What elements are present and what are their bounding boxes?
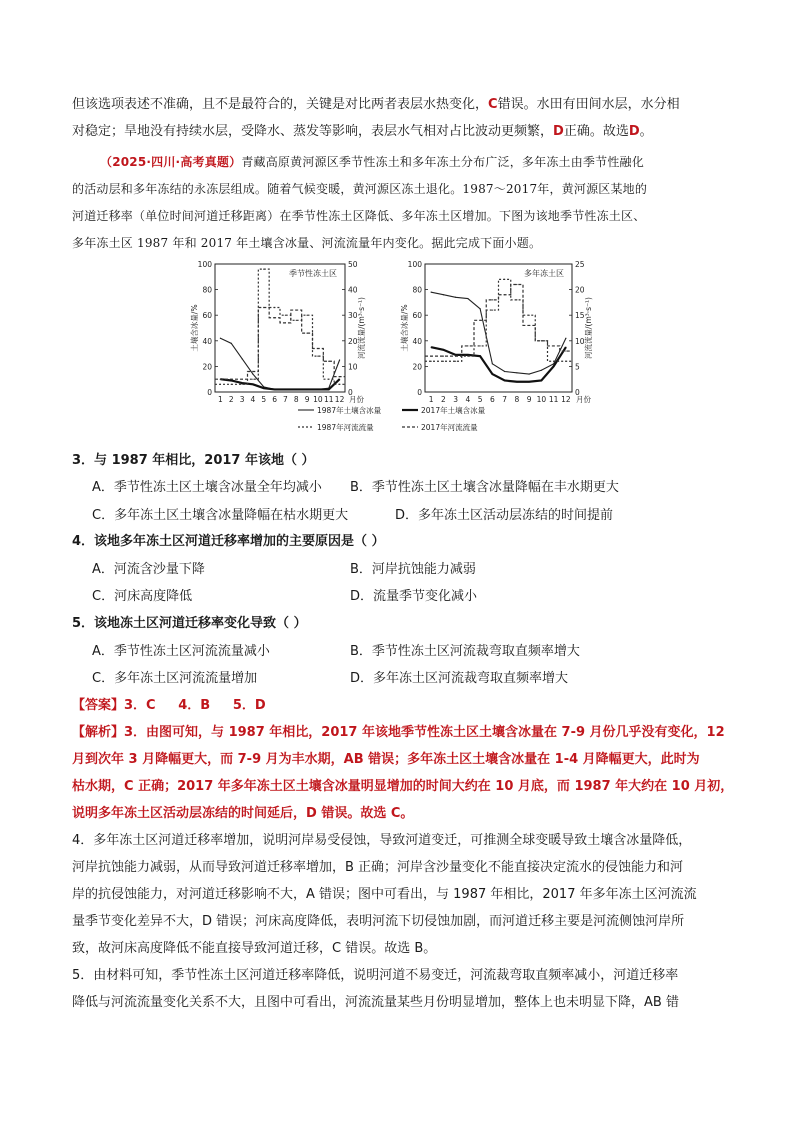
question-4-option-c[interactable]: C．河床高度降低 — [92, 589, 193, 604]
question-4-option-a[interactable]: A．河流含沙量下降 — [92, 562, 205, 577]
answer-text: 3．C 4．B 5．D — [124, 698, 266, 713]
data-point — [516, 381, 517, 382]
data-point — [339, 359, 340, 360]
x-tick-label: 3 — [239, 395, 245, 404]
data-point — [455, 356, 456, 357]
y2-tick-label: 30 — [348, 311, 358, 321]
data-point — [553, 361, 554, 362]
data-point — [252, 371, 253, 372]
data-point — [467, 345, 468, 346]
prev-text: 但该选项表述不准确，且不是最符合的，关键是对比两者表层水热变化， — [72, 97, 489, 112]
data-point — [443, 361, 444, 362]
legend-label: 1987年河流流量 — [317, 423, 374, 432]
prev-analysis-line-1 — [72, 95, 680, 115]
answer-label: 【答案】 — [72, 698, 125, 713]
question-3-option-a[interactable]: A．季节性冻土区土壤含冰量全年均减小 — [92, 480, 322, 495]
series-line — [431, 292, 566, 374]
permafrost-figure — [0, 255, 794, 445]
series-line — [215, 308, 345, 380]
prev-text: 对稳定；旱地没有持续水层，受降水、蒸发等影响，表层水气相对占比波动更频繁， — [72, 124, 554, 139]
source-tag: （2025·四川·高考真题） — [100, 155, 242, 169]
y2-tick-label: 5 — [575, 362, 580, 372]
data-point — [339, 379, 340, 380]
data-point — [263, 269, 264, 270]
data-point — [553, 345, 554, 346]
y2-axis-title: 河流流量/(m³·s⁻¹) — [357, 297, 366, 359]
x-tick-label: 10 — [313, 395, 323, 404]
chart-legend — [298, 405, 486, 432]
y2-axis-title: 河流流量/(m³·s⁻¹) — [584, 297, 593, 359]
y2-tick-label: 25 — [575, 260, 585, 269]
data-point — [285, 322, 286, 323]
prev-text: 。 — [639, 124, 653, 139]
material-line-1 — [100, 152, 644, 172]
data-point — [529, 373, 530, 374]
data-point — [231, 379, 232, 380]
y2-tick-label: 40 — [348, 285, 358, 295]
y-tick-label: 20 — [202, 362, 212, 372]
data-point — [317, 348, 318, 349]
data-point — [516, 299, 517, 300]
data-point — [529, 315, 530, 316]
data-point — [241, 384, 242, 385]
x-tick-label: 1 — [218, 395, 223, 404]
analysis-p1-line-3: 枯水期，C 正确；2017 年多年冻土区土壤含冰量明显增加的时间大约在 10 月底，而 1987 年大约在 10 月初， — [72, 779, 734, 794]
question-4-stem: 4．该地多年冻土区河道迁移率增加的主要原因是（ ） — [72, 534, 385, 549]
y-tick-label: 0 — [207, 388, 212, 397]
data-point — [492, 363, 493, 364]
x-tick-label: 7 — [283, 395, 288, 404]
data-point — [220, 384, 221, 385]
data-point — [296, 320, 297, 321]
question-5-option-b[interactable]: B．季节性冻土区河流裁弯取直频率增大 — [350, 644, 580, 659]
data-point — [431, 361, 432, 362]
data-point — [492, 373, 493, 374]
x-tick-label: 11 — [548, 395, 559, 404]
data-point — [480, 320, 481, 321]
x-axis-unit: 月份 — [576, 395, 591, 404]
data-point — [285, 389, 286, 390]
data-point — [480, 308, 481, 309]
material-line-2: 的活动层和多年冻结的永冻层组成。随着气候变暖，黄河源区冻土退化。1987～2017年，黄河源区某地的 — [72, 182, 648, 196]
y-tick-label: 80 — [202, 285, 212, 295]
material-line-3: 河道迁移率（单位时间河道迁移距离）在季节性冻土区降低、多年冻土区增加。下图为该地季节性冻土区、 — [72, 209, 646, 223]
x-tick-label: 9 — [526, 395, 532, 404]
x-tick-label: 11 — [323, 395, 334, 404]
y-tick-label: 60 — [202, 311, 212, 321]
y-tick-label: 100 — [197, 260, 212, 269]
data-point — [431, 356, 432, 357]
legend-label: 2017年土壤含冰量 — [421, 406, 486, 415]
data-point — [252, 373, 253, 374]
data-point — [317, 356, 318, 357]
analysis-p1-line-2: 月到次年 3 月降幅更大，而 7-9 月为丰水期，AB 错误；多年冻土区土壤含冰量在 1-4 月降幅更大，此时为 — [72, 752, 700, 767]
x-tick-label: 9 — [304, 395, 310, 404]
data-point — [231, 343, 232, 344]
y-axis-title: 土壤含冰量/% — [190, 304, 199, 352]
data-point — [541, 370, 542, 371]
data-point — [504, 294, 505, 295]
material-text: 青藏高原黄河源区季节性冻土和多年冻土分布广泛，多年冻土由季节性融化 — [241, 155, 644, 169]
data-point — [553, 366, 554, 367]
answer-line — [72, 696, 266, 716]
data-point — [467, 354, 468, 355]
data-point — [455, 297, 456, 298]
question-3-option-c[interactable]: C．多年冻土区土壤含冰量降幅在枯水期更大 — [92, 508, 349, 523]
data-point — [504, 279, 505, 280]
x-tick-label: 12 — [334, 395, 345, 404]
data-point — [565, 350, 566, 351]
analysis-label: 【解析】 — [72, 725, 125, 740]
data-point — [339, 376, 340, 377]
chart-panel-permafrost — [399, 260, 593, 404]
x-tick-label: 2 — [440, 395, 446, 404]
data-point — [431, 347, 432, 348]
analysis-p2-line-1: 4．多年冻土区河道迁移率增加，说明河岸易受侵蚀，导致河道变迁，可推测全球变暖导致土壤含冰量降低， — [72, 833, 692, 848]
question-4-option-b[interactable]: B．河岸抗蚀能力减弱 — [350, 562, 476, 577]
data-point — [443, 294, 444, 295]
y2-tick-label: 50 — [348, 260, 358, 269]
data-point — [516, 284, 517, 285]
y-tick-label: 80 — [412, 285, 422, 295]
data-point — [252, 379, 253, 380]
analysis-p2-line-2: 河岸抗蚀能力减弱，从而导致河道迁移率增加，B 正确；河岸含沙量变化不能直接决定流水的侵蚀能力和河 — [72, 860, 684, 875]
data-point — [443, 349, 444, 350]
prev-text: 正确。故选 — [563, 124, 629, 139]
series-line — [431, 347, 566, 382]
question-5-stem: 5．该地冻土区河道迁移率变化导致（ ） — [72, 616, 307, 631]
analysis-text: 3．由图可知，与 1987 年相比，2017 年该地季节性冻土区土壤含冰量在 7-9 月份几乎没有变化，12 — [124, 725, 725, 740]
x-tick-label: 3 — [453, 395, 459, 404]
series-line — [215, 269, 345, 384]
question-3-option-d[interactable]: D．多年冻土区活动层冻结的时间提前 — [395, 508, 614, 523]
x-tick-label: 5 — [477, 395, 483, 404]
data-point — [231, 380, 232, 381]
plot-frame — [425, 264, 572, 392]
option-ref: C — [488, 97, 498, 112]
data-point — [467, 356, 468, 357]
data-point — [565, 361, 566, 362]
x-axis-unit: 月份 — [349, 395, 364, 404]
data-point — [504, 371, 505, 372]
data-point — [306, 389, 307, 390]
y-tick-label: 60 — [412, 311, 422, 321]
x-tick-label: 4 — [250, 395, 256, 404]
data-point — [306, 315, 307, 316]
data-point — [252, 384, 253, 385]
analysis-p2-line-4: 量季节变化差异不大，D 错误；河床高度降低，表明河流下切侵蚀加剧，而河道迁移主要是河流侧蚀河岸所 — [72, 914, 685, 929]
data-point — [263, 307, 264, 308]
data-point — [529, 381, 530, 382]
question-3-stem: 3．与 1987 年相比，2017 年该地（ ） — [72, 453, 315, 468]
analysis-p1-line-1 — [72, 723, 725, 743]
data-point — [541, 340, 542, 341]
data-point — [220, 379, 221, 380]
data-point — [339, 384, 340, 385]
data-point — [328, 379, 329, 380]
question-5-option-a[interactable]: A．季节性冻土区河流流量减小 — [92, 644, 270, 659]
y-tick-label: 0 — [417, 388, 422, 397]
x-tick-label: 2 — [228, 395, 234, 404]
analysis-p2-line-3: 岸的抗侵蚀能力，对河道迁移影响不大，A 错误；图中可看出，与 1987 年相比，2017 年多年冻土区河流流 — [72, 887, 697, 902]
series-line — [220, 379, 339, 389]
data-point — [529, 325, 530, 326]
x-tick-label: 5 — [261, 395, 267, 404]
option-ref: D — [628, 124, 640, 139]
y2-tick-label: 20 — [348, 336, 358, 346]
data-point — [285, 315, 286, 316]
legend-label: 1987年土壤含冰量 — [317, 406, 382, 415]
data-point — [565, 347, 566, 348]
question-3-option-b[interactable]: B．季节性冻土区土壤含冰量降幅在丰水期更大 — [350, 480, 619, 495]
data-point — [241, 358, 242, 359]
analysis-p2-line-5: 致，故河床高度降低不能直接导致河道迁移，C 错误。故选 B。 — [72, 941, 437, 956]
data-point — [328, 389, 329, 390]
data-point — [317, 389, 318, 390]
data-point — [480, 356, 481, 357]
data-point — [274, 307, 275, 308]
data-point — [274, 317, 275, 318]
x-tick-label: 10 — [536, 395, 547, 404]
data-point — [467, 298, 468, 299]
analysis-p3-line-2: 降低与河流流量变化关系不大，且图中可看出，河流流量某些月份明显增加，整体上也未明显下降，AB 错 — [72, 995, 679, 1010]
data-point — [504, 380, 505, 381]
x-tick-label: 8 — [293, 395, 299, 404]
x-tick-label: 6 — [272, 395, 277, 404]
data-point — [263, 388, 264, 389]
prev-text: 错误。水田有田间水层，水分相 — [497, 97, 680, 112]
data-point — [220, 338, 221, 339]
y2-tick-label: 15 — [575, 311, 585, 321]
y-tick-label: 40 — [412, 336, 422, 346]
data-point — [565, 338, 566, 339]
legend-label: 2017年河流流量 — [421, 423, 478, 432]
material-line-4: 多年冻土区 1987 年和 2017 年土壤含冰量、河流流量年内变化。据此完成下面小题。 — [72, 236, 542, 250]
data-point — [431, 292, 432, 293]
y-axis-title: 土壤含冰量/% — [400, 304, 409, 352]
y2-tick-label: 0 — [575, 388, 580, 397]
x-tick-label: 8 — [514, 395, 520, 404]
y2-tick-label: 10 — [575, 336, 585, 346]
data-point — [455, 361, 456, 362]
data-point — [231, 384, 232, 385]
analysis-p1-line-4: 说明多年冻土区活动层冻结的时间延后，D 错误。故选 C。 — [72, 806, 414, 821]
x-tick-label: 6 — [489, 395, 495, 404]
analysis-p3-line-1: 5．由材料可知，季节性冻土区河道迁移率降低，说明河道不易变迁，河流裁弯取直频率减小，河道迁移率 — [72, 968, 679, 983]
data-point — [296, 389, 297, 390]
option-ref: D — [553, 124, 564, 139]
series-line — [425, 279, 572, 361]
y-tick-label: 20 — [412, 362, 422, 372]
question-5-option-d[interactable]: D．多年冻土区河流裁弯取直频率增大 — [350, 671, 569, 686]
data-point — [241, 379, 242, 380]
chart-panel-seasonal — [189, 260, 366, 404]
data-point — [480, 345, 481, 346]
data-point — [241, 382, 242, 383]
data-point — [492, 309, 493, 310]
data-point — [541, 380, 542, 381]
question-5-option-c[interactable]: C．多年冻土区河流流量增加 — [92, 671, 258, 686]
data-point — [306, 333, 307, 334]
question-4-option-d[interactable]: D．流量季节变化减小 — [350, 589, 478, 604]
data-point — [328, 361, 329, 362]
x-tick-label: 7 — [502, 395, 508, 404]
x-tick-label: 4 — [465, 395, 471, 404]
y-tick-label: 100 — [407, 260, 422, 269]
y2-tick-label: 0 — [348, 388, 353, 397]
data-point — [455, 354, 456, 355]
x-tick-label: 1 — [428, 395, 434, 404]
data-point — [443, 356, 444, 357]
y2-tick-label: 20 — [575, 285, 585, 295]
panel-title: 多年冻土区 — [524, 269, 564, 278]
data-point — [492, 299, 493, 300]
prev-analysis-line-2 — [72, 122, 653, 142]
data-point — [516, 372, 517, 373]
data-point — [274, 389, 275, 390]
y2-tick-label: 10 — [348, 362, 358, 372]
y-tick-label: 40 — [202, 336, 212, 346]
plot-frame — [215, 264, 345, 392]
data-point — [296, 309, 297, 310]
x-tick-label: 12 — [561, 395, 571, 404]
panel-title: 季节性冻土区 — [289, 269, 337, 278]
